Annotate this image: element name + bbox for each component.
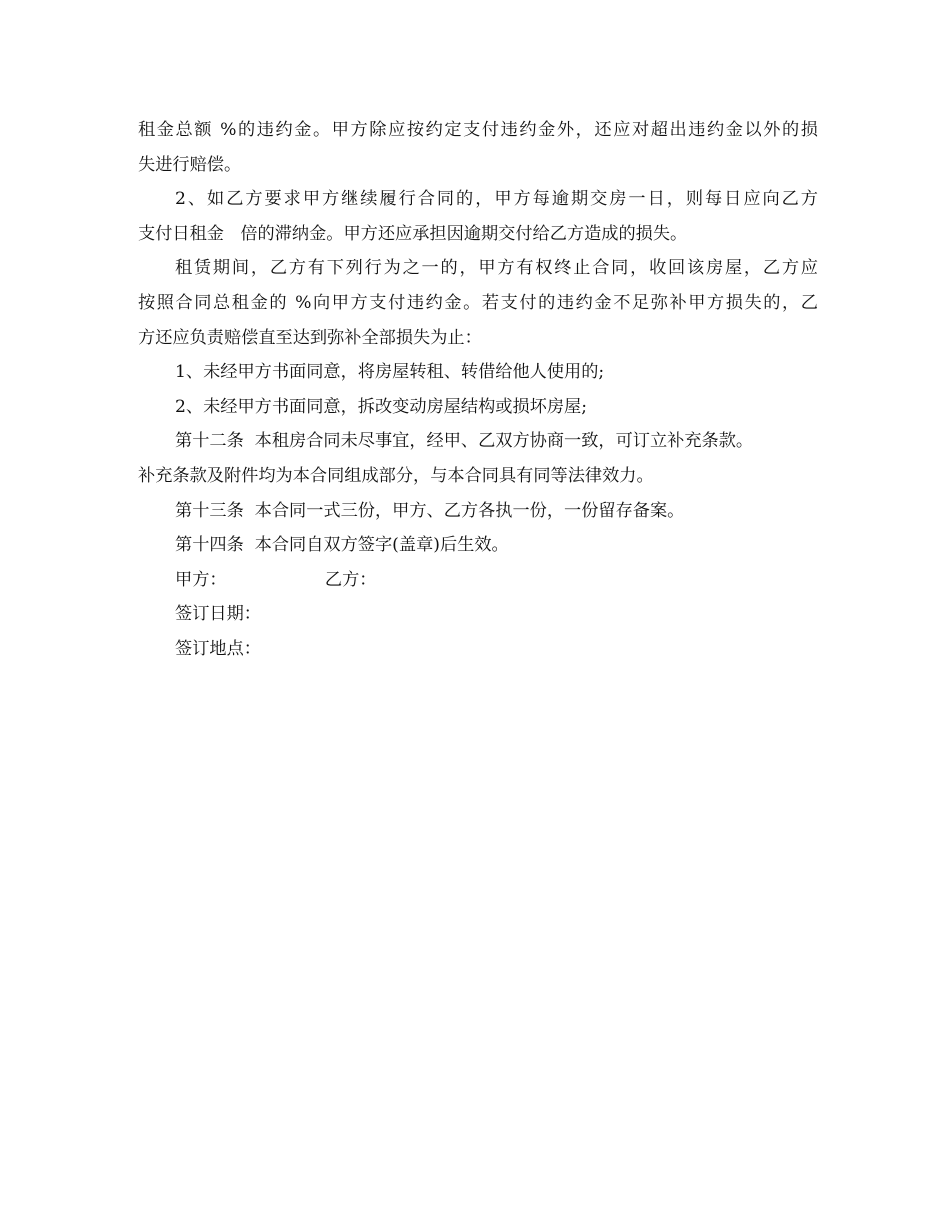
text-line: 失进行赔偿。 bbox=[138, 154, 242, 175]
text-line: 租赁期间，乙方有下列行为之一的，甲方有权终止合同，收回该房屋，乙方应 bbox=[175, 258, 818, 279]
text-line: 1、未经甲方书面同意，将房屋转租、转借给他人使用的; bbox=[175, 362, 605, 383]
text-line: 2、未经甲方书面同意，拆改变动房屋结构或损坏房屋; bbox=[175, 396, 588, 417]
text-line: 第十四条 本合同自双方签字(盖章)后生效。 bbox=[175, 535, 509, 556]
signing-date-label: 签订日期： bbox=[175, 604, 261, 625]
signing-place-label: 签订地点： bbox=[175, 638, 261, 659]
text-line: 第十二条 本租房合同未尽事宜，经甲、乙双方协商一致，可订立补充条款。 bbox=[175, 431, 754, 452]
text-line: 补充条款及附件均为本合同组成部分，与本合同具有同等法律效力。 bbox=[138, 465, 654, 486]
text-line: 方还应负责赔偿直至达到弥补全部损失为止： bbox=[138, 327, 482, 348]
text-line: 租金总额 %的违约金。甲方除应按约定支付违约金外，还应对超出违约金以外的损 bbox=[138, 120, 818, 140]
signature-parties-line: 甲方： 乙方： bbox=[175, 569, 377, 590]
text-line: 按照合同总租金的 %向甲方支付违约金。若支付的违约金不足弥补甲方损失的，乙 bbox=[138, 292, 818, 313]
text-line: 支付日租金 倍的滞纳金。甲方还应承担因逾期交付给乙方造成的损失。 bbox=[138, 223, 688, 244]
contract-text bbox=[138, 113, 818, 667]
text-line: 第十三条 本合同一式三份，甲方、乙方各执一份，一份留存备案。 bbox=[175, 500, 685, 521]
text-line: 2、如乙方要求甲方继续履行合同的，甲方每逾期交房一日，则每日应向乙方 bbox=[175, 189, 818, 210]
